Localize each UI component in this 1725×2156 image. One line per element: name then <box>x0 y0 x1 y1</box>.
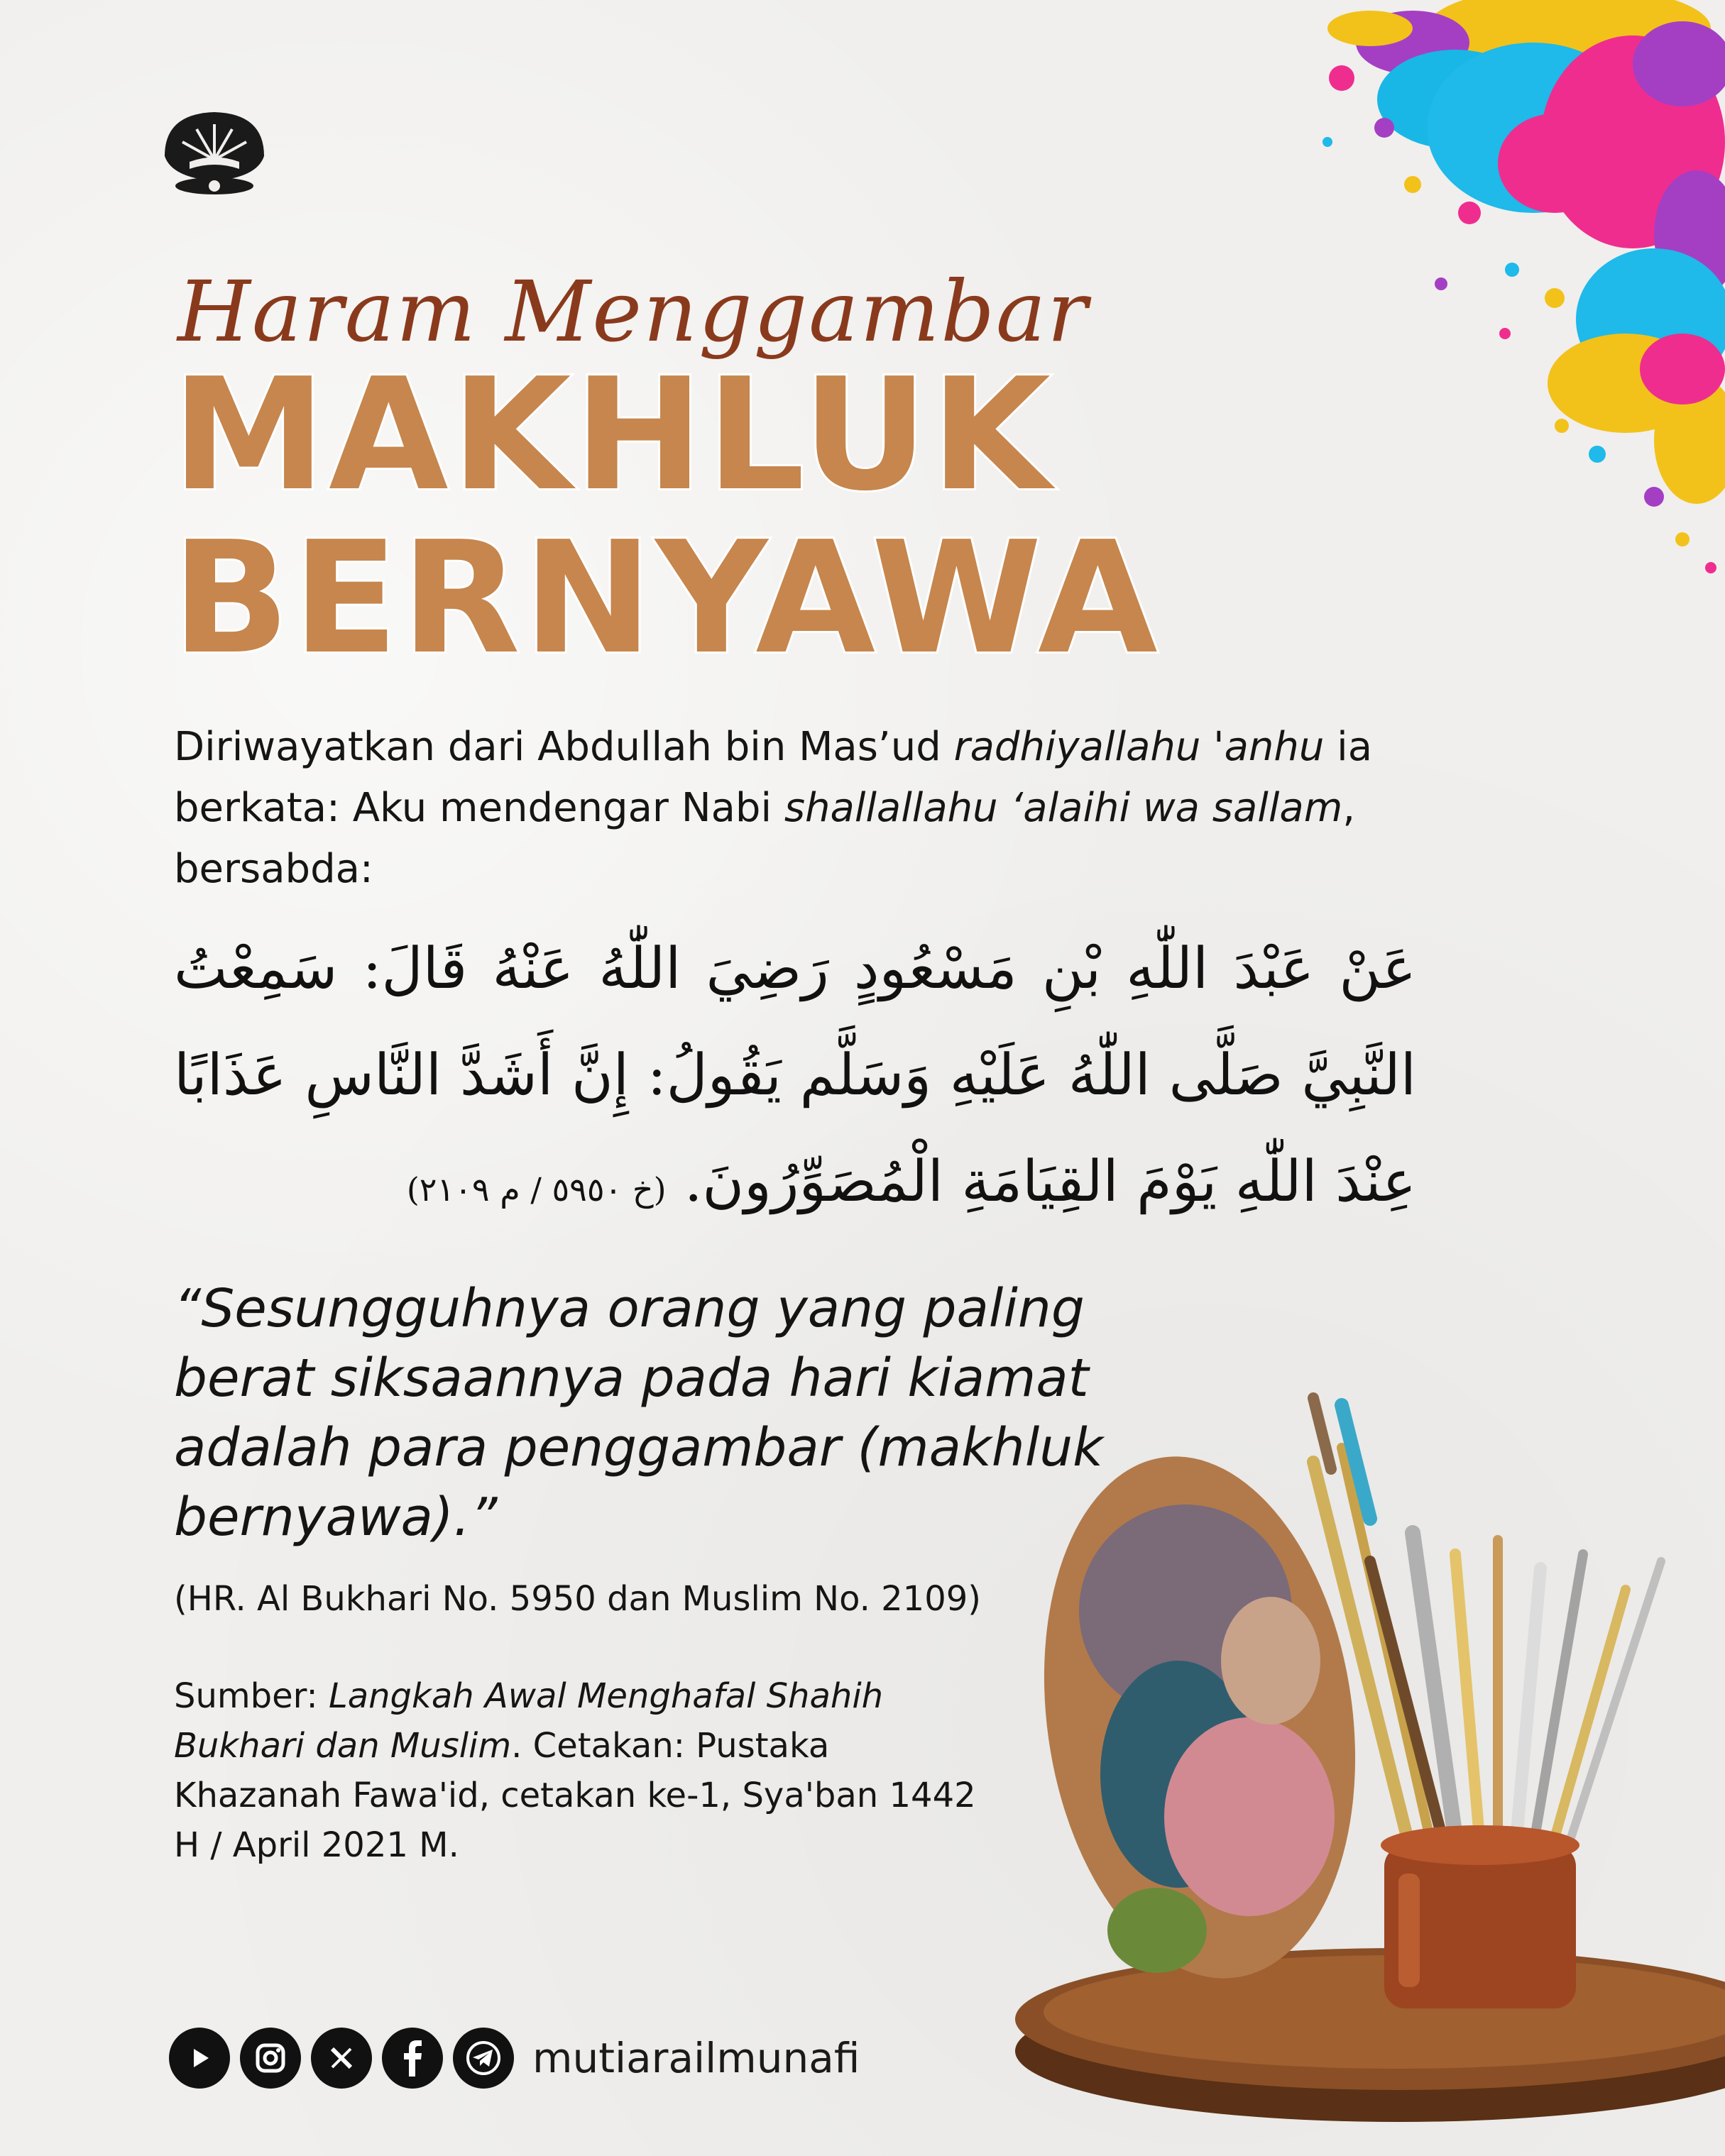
source-citation <box>174 1671 983 1870</box>
paint-brushes-illustration <box>944 1377 1725 2156</box>
source-book: Langkah Awal Menghafal Shahih Bukhari dan Muslim <box>174 1676 884 1766</box>
translation-quote: “Sesungguhnya orang yang paling berat siksaannya pada hari kiamat adalah para penggambar (makhluk bernyawa).” <box>174 1278 1104 1548</box>
intro-text-2: ia berkata: Aku mendengar Nabi <box>174 724 1373 831</box>
facebook-icon[interactable] <box>382 2028 443 2089</box>
telegram-icon[interactable] <box>453 2028 514 2089</box>
arabic-text: عَنْ عَبْدَ اللّٰهِ بْنِ مَسْعُودٍ رَضِيَ اللّٰهُ عَنْهُ قَالَ: سَمِعْتُ النَّبِيَّ صَلَّى اللّٰهُ عَلَيْهِ وَسَلَّم يَقُولُ: إِنَّ أَشَدَّ النَّاسِ عَذَابًا عِنْدَ اللّٰهِ يَوْمَ القِيَامَةِ الْمُصَوِّرُونَ. <box>174 935 1416 1214</box>
intro-italic-2: shallallahu ‘alaihi wa sallam <box>784 785 1343 831</box>
source-label: Sumber: <box>174 1676 329 1716</box>
hadith-reference: (HR. Al Bukhari No. 5950 dan Muslim No. 2109) <box>174 1579 981 1619</box>
x-icon[interactable] <box>311 2028 372 2089</box>
title-line-1: MAKHLUK <box>172 346 1054 525</box>
title-line-2: BERNYAWA <box>172 509 1161 688</box>
social-handle[interactable]: mutiarailmunafi <box>532 2034 860 2082</box>
arabic-hadith <box>174 915 1416 1243</box>
paint-splatter-decoration <box>1015 0 1725 582</box>
instagram-icon[interactable] <box>240 2028 301 2089</box>
shell-logo-icon <box>158 106 271 199</box>
intro-text-1: Diriwayatkan dari Abdullah bin Mas’ud <box>174 724 954 770</box>
intro-paragraph <box>174 717 1423 900</box>
social-links <box>169 2026 860 2090</box>
youtube-icon[interactable] <box>169 2028 230 2089</box>
intro-italic-1: radhiyallahu 'anhu <box>953 724 1325 770</box>
arabic-reference: (خ ٥٩٥٠ / م ٢١٠٩) <box>406 1170 667 1209</box>
source-details: . Cetakan: Pustaka Khazanah Fawa'id, cetakan ke-1, Sya'ban 1442 H / April 2021 M. <box>174 1726 976 1865</box>
intro-text-3: , bersabda: <box>174 785 1356 892</box>
title-script: Haram Menggambar <box>177 263 1089 361</box>
